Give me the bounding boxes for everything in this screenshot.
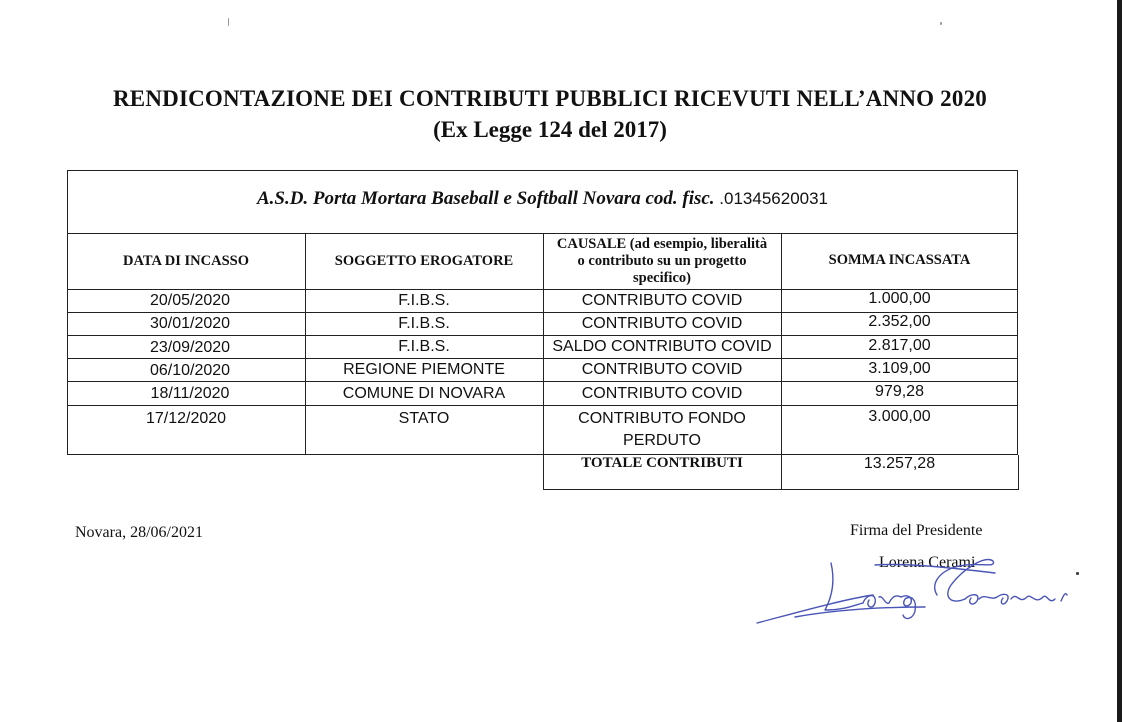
table-cell-source: F.I.B.S. <box>398 315 450 332</box>
table-cell-amount: 3.000,00 <box>868 408 931 425</box>
table-cell-amount: 979,28 <box>875 383 924 400</box>
table-cell-source: F.I.B.S. <box>398 292 450 309</box>
table-cell-date: 17/12/2020 <box>145 410 227 427</box>
table-cell-date: 23/09/2020 <box>149 339 231 356</box>
table-cell-reason: SALDO CONTRIBUTO COVID <box>552 338 772 355</box>
table-cell-reason: CONTRIBUTO COVID <box>581 385 743 402</box>
table-cell-source: F.I.B.S. <box>398 338 450 355</box>
table-rule <box>1018 455 1019 490</box>
table-cell-source: STATO <box>398 410 450 427</box>
signature-title: Firma del Presidente <box>850 522 983 539</box>
association-name: A.S.D. Porta Mortara Baseball e Softball Novara cod. fisc. <box>256 188 715 209</box>
header-date: DATA DI INCASSO <box>123 253 249 269</box>
table-cell-date: 18/11/2020 <box>150 385 230 402</box>
place-date: Novara, 28/06/2021 <box>75 524 203 541</box>
table-cell-source: COMUNE DI NOVARA <box>342 385 506 402</box>
table-cell-date: 30/01/2020 <box>149 315 231 332</box>
fiscal-code: .01345620031 <box>714 189 829 208</box>
table-cell-reason: CONTRIBUTO COVID <box>581 361 743 378</box>
table-cell-date: 20/05/2020 <box>149 292 231 309</box>
table-cell-date: 06/10/2020 <box>149 362 231 379</box>
table-cell-reason: CONTRIBUTO COVID <box>581 292 743 309</box>
scan-speck <box>1076 572 1079 575</box>
scan-speck <box>940 22 942 25</box>
signature-name: Lorena Cerami <box>879 554 976 571</box>
table-cell-reason: CONTRIBUTO COVID <box>581 315 743 332</box>
document-title: RENDICONTAZIONE DEI CONTRIBUTI PUBBLICI RICEVUTI NELL’ANNO 2020 <box>113 86 987 111</box>
header-source: SOGGETTO EROGATORE <box>334 253 514 269</box>
total-label: TOTALE CONTRIBUTI <box>581 455 743 471</box>
table-cell-source: REGIONE PIEMONTE <box>343 361 505 378</box>
header-amount: SOMMA INCASSATA <box>828 252 971 268</box>
total-value: 13.257,28 <box>863 455 936 472</box>
header-reason: CAUSALE (ad esempio, liberalità o contributo su un progetto specifico) <box>556 236 768 286</box>
table-cell-amount: 2.817,00 <box>868 337 931 354</box>
document-subtitle: (Ex Legge 124 del 2017) <box>433 117 667 142</box>
handwritten-signature <box>755 555 1075 635</box>
table-cell-amount: 2.352,00 <box>868 313 931 330</box>
table-cell-reason: CONTRIBUTO FONDO PERDUTO <box>578 410 746 449</box>
table-cell-amount: 3.109,00 <box>868 360 931 377</box>
table-cell-amount: 1.000,00 <box>868 290 931 307</box>
scan-speck <box>228 18 229 26</box>
association-line <box>67 188 1018 210</box>
scan-edge <box>1117 0 1122 722</box>
